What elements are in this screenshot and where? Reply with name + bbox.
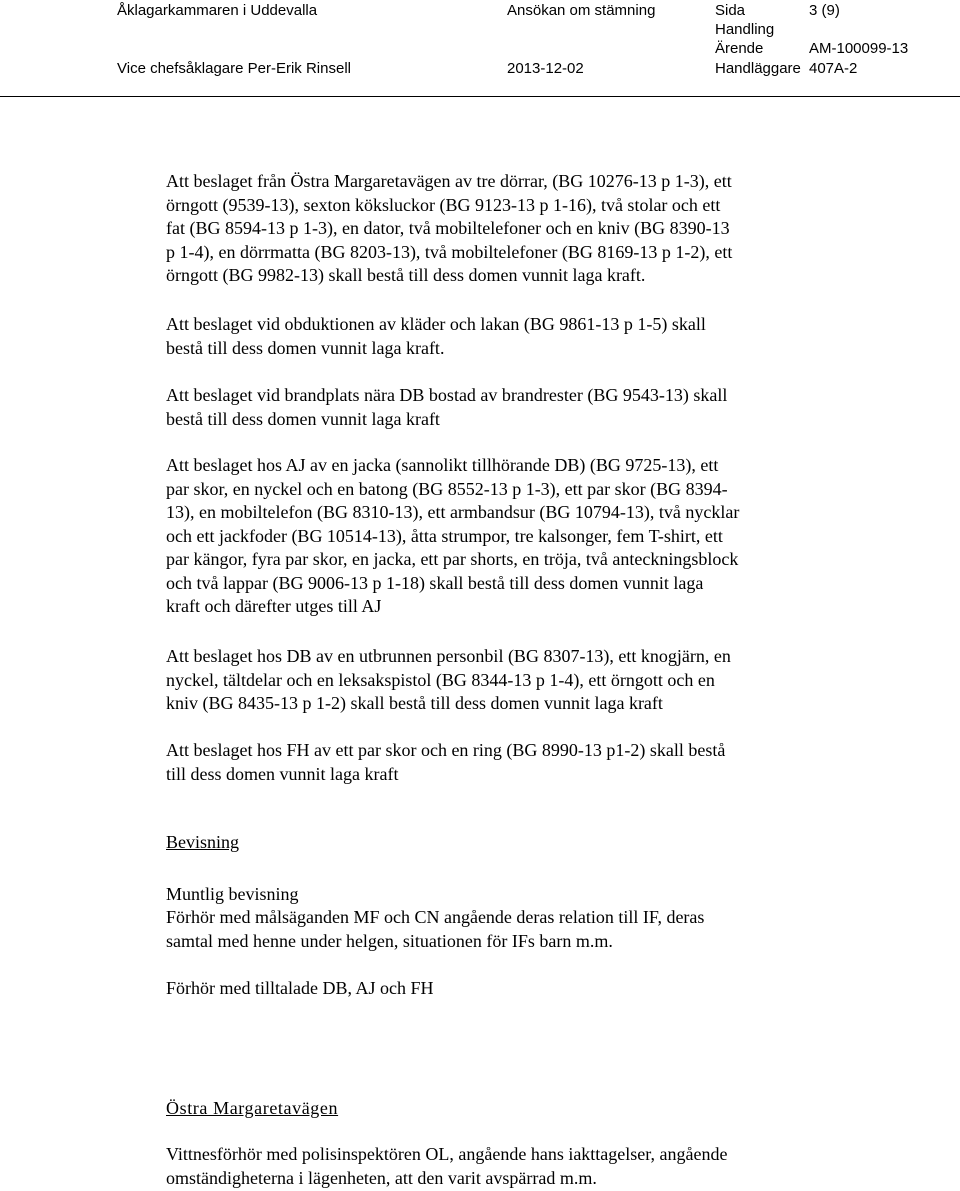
header-divider xyxy=(0,96,960,97)
paragraph-beslag-fh: Att beslaget hos FH av ett par skor och en ring (BG 8990-13 p1-2) skall bestå till dess domen vunnit laga kraft xyxy=(166,740,726,784)
tilltalade-text: Förhör med tilltalade DB, AJ och FH xyxy=(166,978,434,998)
header-date: 2013-12-02 xyxy=(507,60,584,77)
header-document-type: Ansökan om stämning xyxy=(507,2,656,19)
paragraph-beslag-aj: Att beslaget hos AJ av en jacka (sannolikt tillhörande DB) (BG 9725-13), ett par skor, en nyckel och en batong (BG 8552-13 p 1-3), ett par skor (BG 8394- 13), en mobiltelefon (BG 8310-13), ett armbandsur (BG 10794-13), två nycklar och ett jackfoder (BG 10514-13), åtta strumpor, tre kalsonger, fem T-shirt, ett par kängor, fyra par skor, en jacka, ett par shorts, en tröja, två anteckningsblock och två lappar (BG 9006-13 p 1-18) skall bestå till dess domen vunnit laga kraft och därefter utges till AJ xyxy=(166,455,740,616)
paragraph-beslag-obduktion: Att beslaget vid obduktionen av kläder och lakan (BG 9861-13 p 1-5) skall bestå till dess domen vunnit laga kraft. xyxy=(166,314,706,358)
header-prosecutor: Vice chefsåklagare Per-Erik Rinsell xyxy=(117,60,351,77)
header-handling-label: Handling xyxy=(715,21,775,38)
muntlig-bevisning-text: Förhör med målsäganden MF och CN angående deras relation till IF, deras samtal med henne under helgen, situationen för IFs barn m.m. xyxy=(166,907,705,951)
muntlig-bevisning-heading: Muntlig bevisning xyxy=(166,884,299,904)
paragraph-beslag-ostra-margaretavagen: Att beslaget från Östra Margaretavägen av tre dörrar, (BG 10276-13 p 1-3), ett örngott (9539-13), sexton köksluckor (BG 9123-13 p 1-16), två stolar och ett fat (BG 8594-13 p 1-3), en dator, två mobiltelefoner och en kniv (BG 8390-13 p 1-4), en dörrmatta (BG 8203-13), två mobiltelefoner (BG 8169-13 p 1-2), ett örngott (BG 9982-13) skall bestå till dess domen vunnit laga kraft. xyxy=(166,171,733,285)
header-arende-label: Ärende xyxy=(715,40,764,57)
location-heading: Östra Margaretavägen xyxy=(166,1098,339,1118)
paragraph-beslag-brandplats: Att beslaget vid brandplats nära DB bostad av brandrester (BG 9543-13) skall bestå till dess domen vunnit laga kraft xyxy=(166,385,728,429)
header-handlaggare-label: Handläggare xyxy=(715,60,801,77)
bevisning-heading: Bevisning xyxy=(166,832,240,852)
header-authority: Åklagarkammaren i Uddevalla xyxy=(117,2,318,19)
header-page-label: Sida xyxy=(715,2,746,19)
location-text: Vittnesförhör med polisinspektören OL, angående hans iakttagelser, angående omständigheterna i lägenheten, att den varit avspärrad m.m. xyxy=(166,1144,728,1188)
header-page-value: 3 (9) xyxy=(809,2,840,19)
paragraph-beslag-db: Att beslaget hos DB av en utbrunnen personbil (BG 8307-13), ett knogjärn, en nyckel, tältdelar och en leksakspistol (BG 8344-13 p 1-4), ett örngott och en kniv (BG 8435-13 p 1-2) skall bestå till dess domen vunnit laga kraft xyxy=(166,646,731,713)
header-arende-value: AM-100099-13 xyxy=(809,40,909,57)
header-handlaggare-value: 407A-2 xyxy=(809,60,858,77)
